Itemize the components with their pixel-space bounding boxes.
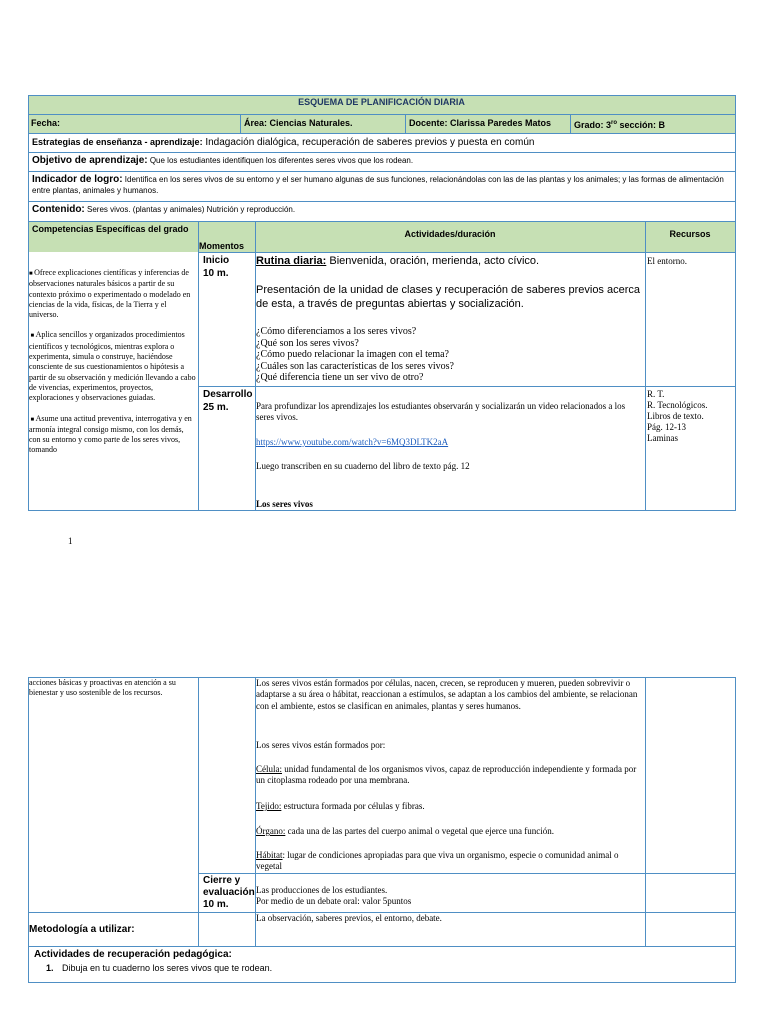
estrategias-row: Estrategias de enseñanza - aprendizaje: Indagación dialógica, recuperación de saberes previos y puesta en común xyxy=(32,137,535,148)
pregunta-item: ¿Cuáles son las características de los seres vivos? xyxy=(256,360,454,372)
header-momentos: Momentos xyxy=(199,241,244,251)
header-competencias: Competencias Específicas del grado xyxy=(32,224,189,234)
presentacion-text: Presentación de la unidad de clases y recuperación de saberes previos acerca de esta, a través de preguntas abiertas y socialización. xyxy=(256,284,641,310)
indicador-row: Indicador de logro: Identifica en los seres vivos de su entorno y el ser humano algunas de sus funciones, relacionándolas con las de las plantas y los animales; y las formas de alimentación entre plantas, animales y humanos. xyxy=(32,174,724,195)
recurso-item: R. T. xyxy=(647,389,665,399)
recurso-item: Pág. 12-13 xyxy=(647,422,686,432)
competencia-item: ■ Aplica sencillos y organizados procedimientos científicos y tecnológicos, mientras explora o experimenta, simula o construye, haciéndose consciente de sus cuestionamientos o hipótesis a partir de su observación y medición llevando a cabo de vivencias, experimentos, proyectos, exploraciones y observaciones guiadas. xyxy=(29,330,196,403)
pregunta-item: ¿Qué son los seres vivos? xyxy=(256,337,359,349)
recurso-inicio: El entorno. xyxy=(647,256,687,266)
video-link[interactable]: https://www.youtube.com/watch?v=6MQ3DLTK2aA xyxy=(256,437,449,447)
duracion-inicio: 10 m. xyxy=(203,268,229,279)
grado-label: Grado: $3^{ro}$ sección: B xyxy=(574,120,666,130)
recurso-item: Laminas xyxy=(647,433,678,443)
competencia-item: ■ Asume una actitud preventiva, interrogativa y en armonía integral consigo mismo, con los demás, con su entorno y como parte de los seres vivos, tomando xyxy=(29,413,192,455)
recuperacion-item: 1. Dibuja en tu cuaderno los seres vivos que te rodean. xyxy=(46,963,273,973)
competencias-continuacion: acciones básicas y proactivas en atención a su bienestar y uso sostenible de los recursos. xyxy=(29,678,176,698)
header-actividades: Actividades/duración xyxy=(404,229,496,239)
pregunta-item: ¿Cómo puedo relacionar la imagen con el tema? xyxy=(256,349,449,360)
formados-por-text: Los seres vivos están formados por: xyxy=(256,740,386,750)
fecha-label: Fecha: xyxy=(31,118,61,128)
preguntas-list xyxy=(256,326,644,384)
definicion-organo: Órgano: cada una de las partes del cuerpo animal o vegetal que ejerce una función. xyxy=(256,826,554,836)
metodologia-label: Metodología a utilizar: xyxy=(29,924,135,935)
definicion-tejido: Tejido: estructura formada por células y fibras. xyxy=(256,801,425,811)
recurso-item: Libros de texto. xyxy=(647,411,704,421)
luego-text: Luego transcriben en su cuaderno del libro de texto pág. 12 xyxy=(256,461,470,471)
pregunta-item: ¿Cómo diferenciamos a los seres vivos? xyxy=(256,326,417,337)
seres-vivos-parrafo: Los seres vivos están formados por células, nacen, crecen, se reproducen y mueren, pueden sobrevivir o adaptarse a su área o hábitat, reaccionan a estímulos, se adaptan a los cambios del ambiente, se relacionan con el ambiente, estos se clasifican en animales, plantas y seres humanos. xyxy=(256,678,638,711)
cierre-text: Las producciones de los estudiantes. Por medio de un debate oral: valor 5puntos xyxy=(256,885,412,906)
recursos-desarrollo xyxy=(647,389,735,444)
page-number: 1 xyxy=(68,536,73,546)
momento-inicio: Inicio xyxy=(203,255,230,266)
recuperacion-label: Actividades de recuperación pedagógica: xyxy=(34,949,232,960)
competencias-list xyxy=(29,268,197,456)
rutina-diaria: Rutina diaria: Bienvenida, oración, merienda, acto cívico. xyxy=(256,255,540,267)
desarrollo-text: Para profundizar los aprendizajes los estudiantes observarán y socializarán un video relacionados a los seres vivos. xyxy=(256,401,626,422)
duracion-desarrollo: 25 m. xyxy=(203,402,229,413)
metodologia-value: La observación, saberes previos, el entorno, debate. xyxy=(256,913,442,923)
objetivo-row: Objetivo de aprendizaje: Que los estudiantes identifiquen los diferentes seres vivos que los rodean. xyxy=(32,155,414,166)
pregunta-item: ¿Qué diferencia tiene un ser vivo de otro? xyxy=(256,372,424,383)
momento-desarrollo: Desarrollo xyxy=(203,389,253,400)
recurso-item: R. Tecnológicos. xyxy=(647,400,708,410)
definicion-habitat: Hábitat: lugar de condiciones apropiadas para que viva un organismo, especie o comunidad animal o vegetal xyxy=(256,850,619,872)
header-recursos: Recursos xyxy=(669,229,711,239)
definicion-celula: Célula: unidad fundamental de los organismos vivos, capaz de reproducción independiente y formada por un citoplasma rodeado por una membrana. xyxy=(256,764,637,786)
contenido-row: Contenido: Seres vivos. (plantas y animales) Nutrición y reproducción. xyxy=(32,204,296,215)
competencia-item: ■ Ofrece explicaciones científicas y inferencias de observaciones naturales básicos a partir de su contexto próximo o experimentado o modelado en ciencias de la vida, físicas, de la Tierra y el universo. xyxy=(29,268,191,320)
docente-label: Docente: Clarissa Paredes Matos xyxy=(409,118,552,128)
area-label: Área: Ciencias Naturales. xyxy=(244,118,353,128)
subtitulo-seres-vivos: Los seres vivos xyxy=(256,499,313,509)
momento-cierre: Cierre y evaluación 10 m. xyxy=(203,875,255,910)
page-title: ESQUEMA DE PLANIFICACIÓN DIARIA xyxy=(298,97,465,107)
